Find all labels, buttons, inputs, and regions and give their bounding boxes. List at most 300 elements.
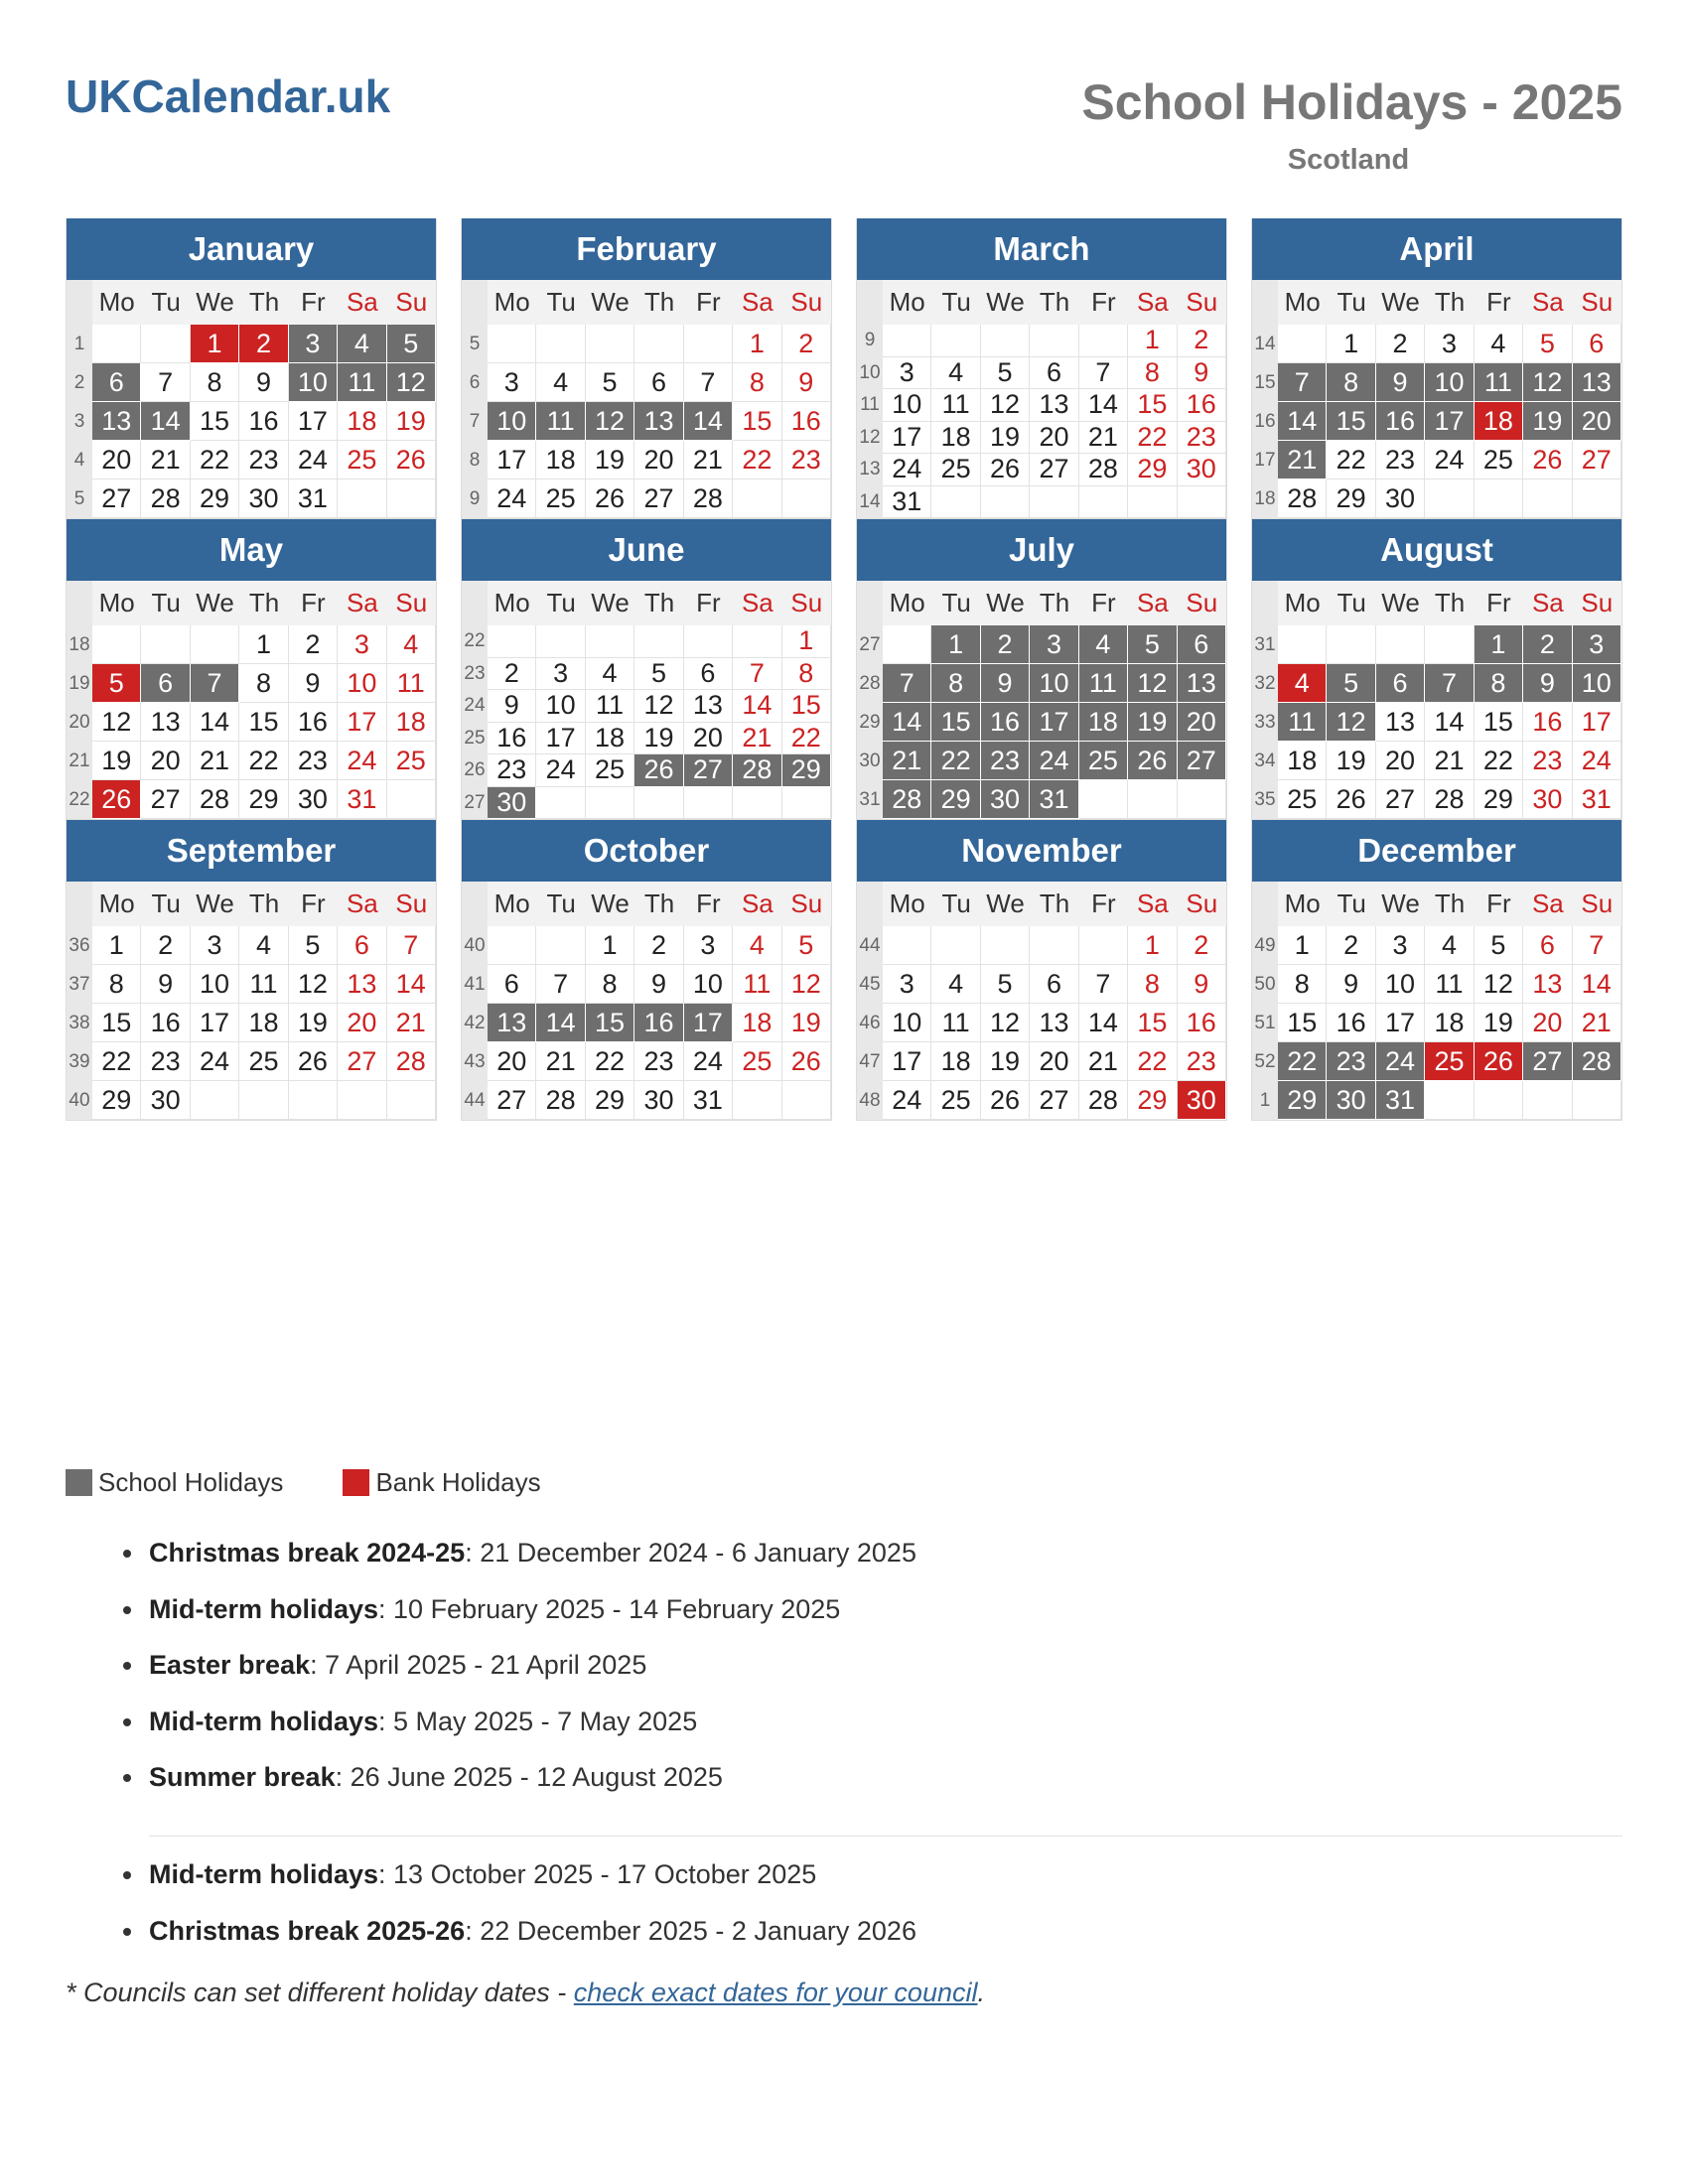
- day-cell: 26: [1523, 441, 1572, 479]
- day-cell: 18: [1079, 703, 1128, 742]
- week-number-header: [67, 882, 92, 926]
- day-cell: 3: [684, 926, 733, 965]
- day-cell: 19: [387, 402, 436, 441]
- day-cell: 30: [634, 1081, 683, 1120]
- legend-school-label: School Holidays: [98, 1467, 284, 1497]
- weekday-header: Fr: [289, 581, 338, 625]
- day-cell: 19: [1475, 1004, 1523, 1042]
- day-cell: 4: [586, 658, 634, 691]
- day-cell: 25: [1425, 1042, 1474, 1081]
- holiday-item: [149, 1859, 1622, 1916]
- day-cell: 1: [1327, 325, 1375, 363]
- day-cell: 11: [586, 690, 634, 723]
- day-cell: 19: [586, 441, 634, 479]
- month-may: [66, 519, 437, 820]
- day-cell: 9: [782, 363, 831, 402]
- day-cell: 26: [1128, 742, 1177, 780]
- day-cell: 25: [931, 454, 980, 486]
- week-number: 33: [1252, 703, 1278, 742]
- week-number: 32: [1252, 664, 1278, 703]
- day-cell: 5: [782, 926, 831, 965]
- empty-day-cell: [733, 625, 781, 658]
- weekday-header: Sa: [338, 581, 386, 625]
- day-cell: 29: [1128, 1081, 1177, 1120]
- weekday-header: Su: [1573, 280, 1621, 325]
- day-cell: 25: [586, 754, 634, 787]
- day-cell: 4: [1278, 664, 1327, 703]
- day-cell: 11: [387, 664, 436, 703]
- weekday-header: Tu: [1327, 280, 1375, 325]
- holiday-item: [149, 1538, 1622, 1594]
- day-cell: 6: [141, 664, 190, 703]
- day-cell: 21: [684, 441, 733, 479]
- day-cell: 17: [338, 703, 386, 742]
- day-cell: 17: [1573, 703, 1621, 742]
- day-cell: 14: [536, 1004, 585, 1042]
- day-cell: 18: [733, 1004, 781, 1042]
- day-cell: 15: [1327, 402, 1375, 441]
- week-number: 39: [67, 1042, 92, 1081]
- month-days-table: [67, 581, 436, 819]
- day-cell: 3: [1425, 325, 1474, 363]
- day-cell: 7: [684, 363, 733, 402]
- month-days-table: [462, 581, 831, 819]
- weekday-header: Su: [1178, 581, 1226, 625]
- day-cell: 20: [1030, 1042, 1078, 1081]
- day-cell: 23: [1376, 441, 1425, 479]
- day-cell: 21: [536, 1042, 585, 1081]
- day-cell: 11: [931, 1004, 980, 1042]
- week-number: 25: [462, 723, 488, 755]
- holiday-item: [149, 1650, 1622, 1706]
- weekday-header: Mo: [883, 581, 931, 625]
- weekday-header: Th: [1425, 581, 1474, 625]
- day-cell: 22: [1128, 422, 1177, 455]
- day-cell: 27: [488, 1081, 536, 1120]
- weekday-header: Sa: [1523, 280, 1572, 325]
- day-cell: 10: [191, 965, 239, 1004]
- school-holiday-swatch: [66, 1469, 92, 1496]
- day-cell: 17: [289, 402, 338, 441]
- day-cell: 23: [782, 441, 831, 479]
- day-cell: 4: [387, 625, 436, 664]
- empty-day-cell: [191, 1081, 239, 1120]
- empty-day-cell: [981, 486, 1030, 519]
- day-cell: 12: [1327, 703, 1375, 742]
- holiday-dates: : 26 June 2025 - 12 August 2025: [335, 1762, 723, 1792]
- day-cell: 22: [1278, 1042, 1327, 1081]
- list-divider: [149, 1836, 1622, 1837]
- day-cell: 10: [488, 402, 536, 441]
- weekday-header: Mo: [92, 581, 141, 625]
- empty-day-cell: [1030, 486, 1078, 519]
- empty-day-cell: [733, 1081, 781, 1120]
- day-cell: 14: [733, 690, 781, 723]
- month-february: [461, 218, 832, 519]
- day-cell: 29: [1327, 479, 1375, 518]
- empty-day-cell: [883, 625, 931, 664]
- weekday-header: Fr: [1079, 882, 1128, 926]
- day-cell: 19: [782, 1004, 831, 1042]
- day-cell: 5: [981, 357, 1030, 390]
- week-number: 22: [462, 625, 488, 658]
- weekday-header: Tu: [536, 882, 585, 926]
- day-cell: 20: [1030, 422, 1078, 455]
- weekday-header: Sa: [338, 280, 386, 325]
- day-cell: 3: [883, 357, 931, 390]
- day-cell: 1: [586, 926, 634, 965]
- empty-day-cell: [586, 787, 634, 820]
- empty-day-cell: [981, 325, 1030, 357]
- day-cell: 5: [1523, 325, 1572, 363]
- weekday-header: Mo: [488, 280, 536, 325]
- week-number: 45: [857, 965, 883, 1004]
- week-number: 1: [1252, 1081, 1278, 1120]
- day-cell: 26: [981, 454, 1030, 486]
- month-july: [856, 519, 1227, 820]
- day-cell: 23: [1178, 1042, 1226, 1081]
- day-cell: 8: [191, 363, 239, 402]
- day-cell: 10: [1573, 664, 1621, 703]
- week-number: 21: [67, 742, 92, 780]
- weekday-header: Sa: [733, 581, 781, 625]
- week-number: 18: [1252, 479, 1278, 518]
- day-cell: 2: [1523, 625, 1572, 664]
- month-title: April: [1252, 218, 1621, 280]
- weekday-header: Th: [1030, 581, 1078, 625]
- empty-day-cell: [1178, 780, 1226, 819]
- day-cell: 28: [1278, 479, 1327, 518]
- weekday-header: Th: [239, 882, 288, 926]
- month-title: July: [857, 519, 1226, 581]
- day-cell: 2: [289, 625, 338, 664]
- day-cell: 31: [338, 780, 386, 819]
- day-cell: 24: [1573, 742, 1621, 780]
- holiday-name: Christmas break 2024-25: [149, 1538, 466, 1568]
- empty-day-cell: [1128, 780, 1177, 819]
- day-cell: 25: [239, 1042, 288, 1081]
- empty-day-cell: [931, 926, 980, 965]
- empty-day-cell: [1278, 625, 1327, 664]
- weekday-header: We: [981, 882, 1030, 926]
- week-number: 7: [462, 402, 488, 441]
- month-title: May: [67, 519, 436, 581]
- month-days-table: [857, 280, 1226, 518]
- day-cell: 5: [634, 658, 683, 691]
- day-cell: 18: [536, 441, 585, 479]
- day-cell: 22: [1128, 1042, 1177, 1081]
- day-cell: 30: [239, 479, 288, 518]
- week-number: 49: [1252, 926, 1278, 965]
- day-cell: 10: [883, 389, 931, 422]
- weekday-header: Mo: [92, 882, 141, 926]
- empty-day-cell: [1425, 479, 1474, 518]
- weekday-header: We: [1376, 280, 1425, 325]
- week-number: 44: [857, 926, 883, 965]
- day-cell: 8: [1475, 664, 1523, 703]
- day-cell: 21: [883, 742, 931, 780]
- empty-day-cell: [92, 325, 141, 363]
- day-cell: 27: [338, 1042, 386, 1081]
- day-cell: 2: [1178, 926, 1226, 965]
- day-cell: 26: [981, 1081, 1030, 1120]
- day-cell: 9: [1327, 965, 1375, 1004]
- day-cell: 28: [141, 479, 190, 518]
- empty-day-cell: [634, 625, 683, 658]
- day-cell: 24: [883, 454, 931, 486]
- week-number: 42: [462, 1004, 488, 1042]
- day-cell: 27: [1523, 1042, 1572, 1081]
- day-cell: 3: [488, 363, 536, 402]
- day-cell: 8: [782, 658, 831, 691]
- day-cell: 28: [733, 754, 781, 787]
- empty-day-cell: [387, 780, 436, 819]
- day-cell: 16: [1327, 1004, 1375, 1042]
- day-cell: 10: [536, 690, 585, 723]
- empty-day-cell: [1475, 1081, 1523, 1120]
- week-number: 38: [67, 1004, 92, 1042]
- day-cell: 17: [1376, 1004, 1425, 1042]
- council-dates-link[interactable]: check exact dates for your council: [573, 1978, 978, 2007]
- weekday-header: Th: [239, 280, 288, 325]
- day-cell: 8: [1278, 965, 1327, 1004]
- day-cell: 28: [191, 780, 239, 819]
- day-cell: 25: [1475, 441, 1523, 479]
- week-number: 34: [1252, 742, 1278, 780]
- day-cell: 13: [141, 703, 190, 742]
- week-number: 44: [462, 1081, 488, 1120]
- day-cell: 20: [488, 1042, 536, 1081]
- day-cell: 25: [733, 1042, 781, 1081]
- day-cell: 3: [536, 658, 585, 691]
- day-cell: 8: [733, 363, 781, 402]
- month-january: [66, 218, 437, 519]
- empty-day-cell: [1030, 325, 1078, 357]
- day-cell: 4: [931, 357, 980, 390]
- day-cell: 2: [1178, 325, 1226, 357]
- day-cell: 23: [1178, 422, 1226, 455]
- empty-day-cell: [1573, 479, 1621, 518]
- day-cell: 10: [1425, 363, 1474, 402]
- holiday-name: Christmas break 2025-26: [149, 1915, 466, 1946]
- empty-day-cell: [239, 1081, 288, 1120]
- week-number: 40: [67, 1081, 92, 1120]
- weekday-header: Tu: [536, 581, 585, 625]
- day-cell: 19: [92, 742, 141, 780]
- day-cell: 30: [1327, 1081, 1375, 1120]
- day-cell: 15: [1128, 389, 1177, 422]
- day-cell: 28: [536, 1081, 585, 1120]
- day-cell: 8: [931, 664, 980, 703]
- day-cell: 23: [634, 1042, 683, 1081]
- day-cell: 11: [733, 965, 781, 1004]
- holiday-dates: : 7 April 2025 - 21 April 2025: [310, 1650, 647, 1680]
- day-cell: 20: [1573, 402, 1621, 441]
- day-cell: 1: [1278, 926, 1327, 965]
- empty-day-cell: [92, 625, 141, 664]
- day-cell: 1: [1128, 926, 1177, 965]
- week-number: 13: [857, 454, 883, 486]
- week-number: 14: [857, 486, 883, 519]
- day-cell: 12: [289, 965, 338, 1004]
- day-cell: 4: [338, 325, 386, 363]
- legend-bank-label: Bank Holidays: [375, 1467, 541, 1497]
- week-number-header: [1252, 882, 1278, 926]
- week-number: 41: [462, 965, 488, 1004]
- weekday-header: Fr: [289, 882, 338, 926]
- weekday-header: We: [586, 280, 634, 325]
- empty-day-cell: [1376, 625, 1425, 664]
- week-number: 26: [462, 754, 488, 787]
- day-cell: 21: [1573, 1004, 1621, 1042]
- day-cell: 14: [387, 965, 436, 1004]
- weekday-header: Th: [634, 882, 683, 926]
- day-cell: 13: [92, 402, 141, 441]
- weekday-header: Fr: [684, 280, 733, 325]
- day-cell: 4: [1079, 625, 1128, 664]
- holiday-item: [149, 1916, 1622, 1973]
- day-cell: 13: [1573, 363, 1621, 402]
- day-cell: 1: [733, 325, 781, 363]
- week-number-header: [857, 581, 883, 625]
- bank-holiday-swatch: [343, 1469, 369, 1496]
- day-cell: 26: [387, 441, 436, 479]
- month-days-table: [1252, 882, 1621, 1120]
- day-cell: 16: [488, 723, 536, 755]
- week-number: 5: [67, 479, 92, 518]
- day-cell: 22: [1475, 742, 1523, 780]
- day-cell: 6: [1573, 325, 1621, 363]
- month-october: [461, 820, 832, 1121]
- day-cell: 31: [1376, 1081, 1425, 1120]
- day-cell: 1: [931, 625, 980, 664]
- day-cell: 16: [1178, 389, 1226, 422]
- day-cell: 19: [981, 1042, 1030, 1081]
- weekday-header: Su: [782, 581, 831, 625]
- day-cell: 11: [536, 402, 585, 441]
- day-cell: 31: [1573, 780, 1621, 819]
- day-cell: 4: [239, 926, 288, 965]
- empty-day-cell: [1523, 1081, 1572, 1120]
- day-cell: 21: [733, 723, 781, 755]
- day-cell: 9: [981, 664, 1030, 703]
- day-cell: 25: [931, 1081, 980, 1120]
- weekday-header: Tu: [931, 882, 980, 926]
- empty-day-cell: [1079, 325, 1128, 357]
- day-cell: 7: [191, 664, 239, 703]
- day-cell: 14: [883, 703, 931, 742]
- day-cell: 23: [488, 754, 536, 787]
- day-cell: 4: [931, 965, 980, 1004]
- day-cell: 24: [1425, 441, 1474, 479]
- day-cell: 17: [1030, 703, 1078, 742]
- day-cell: 12: [92, 703, 141, 742]
- day-cell: 30: [289, 780, 338, 819]
- week-number: 36: [67, 926, 92, 965]
- day-cell: 29: [1128, 454, 1177, 486]
- day-cell: 24: [191, 1042, 239, 1081]
- day-cell: 22: [1327, 441, 1375, 479]
- day-cell: 20: [141, 742, 190, 780]
- empty-day-cell: [782, 1081, 831, 1120]
- day-cell: 16: [141, 1004, 190, 1042]
- empty-day-cell: [782, 479, 831, 518]
- site-logo[interactable]: UKCalendar.uk: [66, 70, 391, 122]
- weekday-header: Fr: [1475, 882, 1523, 926]
- weekday-header: Th: [1030, 882, 1078, 926]
- holiday-item: [149, 1594, 1622, 1651]
- month-title: January: [67, 218, 436, 280]
- day-cell: 24: [338, 742, 386, 780]
- week-number: 15: [1252, 363, 1278, 402]
- empty-day-cell: [338, 479, 386, 518]
- weekday-header: Tu: [141, 581, 190, 625]
- week-number-header: [67, 581, 92, 625]
- day-cell: 1: [191, 325, 239, 363]
- day-cell: 14: [141, 402, 190, 441]
- month-april: [1251, 218, 1622, 519]
- day-cell: 6: [1030, 357, 1078, 390]
- day-cell: 3: [289, 325, 338, 363]
- day-cell: 30: [1523, 780, 1572, 819]
- empty-day-cell: [387, 1081, 436, 1120]
- day-cell: 10: [1030, 664, 1078, 703]
- day-cell: 16: [239, 402, 288, 441]
- day-cell: 7: [1278, 363, 1327, 402]
- day-cell: 16: [1178, 1004, 1226, 1042]
- day-cell: 5: [1327, 664, 1375, 703]
- week-number: 3: [67, 402, 92, 441]
- weekday-header: Fr: [1475, 581, 1523, 625]
- empty-day-cell: [1425, 1081, 1474, 1120]
- day-cell: 29: [1278, 1081, 1327, 1120]
- day-cell: 18: [1278, 742, 1327, 780]
- week-number: 17: [1252, 441, 1278, 479]
- holiday-dates: : 22 December 2025 - 2 January 2026: [465, 1915, 916, 1946]
- month-days-table: [67, 280, 436, 518]
- empty-day-cell: [684, 625, 733, 658]
- day-cell: 18: [931, 1042, 980, 1081]
- day-cell: 27: [684, 754, 733, 787]
- empty-day-cell: [338, 1081, 386, 1120]
- weekday-header: Su: [1573, 882, 1621, 926]
- day-cell: 31: [289, 479, 338, 518]
- day-cell: 18: [586, 723, 634, 755]
- day-cell: 15: [586, 1004, 634, 1042]
- day-cell: 26: [1327, 780, 1375, 819]
- empty-day-cell: [1030, 926, 1078, 965]
- month-december: [1251, 820, 1622, 1121]
- day-cell: 12: [1128, 664, 1177, 703]
- day-cell: 27: [1376, 780, 1425, 819]
- empty-day-cell: [1079, 486, 1128, 519]
- month-days-table: [857, 581, 1226, 819]
- note-prefix: * Councils can set different holiday dates -: [66, 1978, 574, 2007]
- week-number-header: [857, 882, 883, 926]
- week-number: 35: [1252, 780, 1278, 819]
- day-cell: 10: [883, 1004, 931, 1042]
- day-cell: 24: [883, 1081, 931, 1120]
- day-cell: 16: [1523, 703, 1572, 742]
- day-cell: 6: [92, 363, 141, 402]
- month-title: September: [67, 820, 436, 882]
- week-number: 10: [857, 357, 883, 390]
- day-cell: 27: [634, 479, 683, 518]
- weekday-header: We: [1376, 581, 1425, 625]
- day-cell: 21: [1079, 1042, 1128, 1081]
- day-cell: 9: [141, 965, 190, 1004]
- day-cell: 28: [1079, 454, 1128, 486]
